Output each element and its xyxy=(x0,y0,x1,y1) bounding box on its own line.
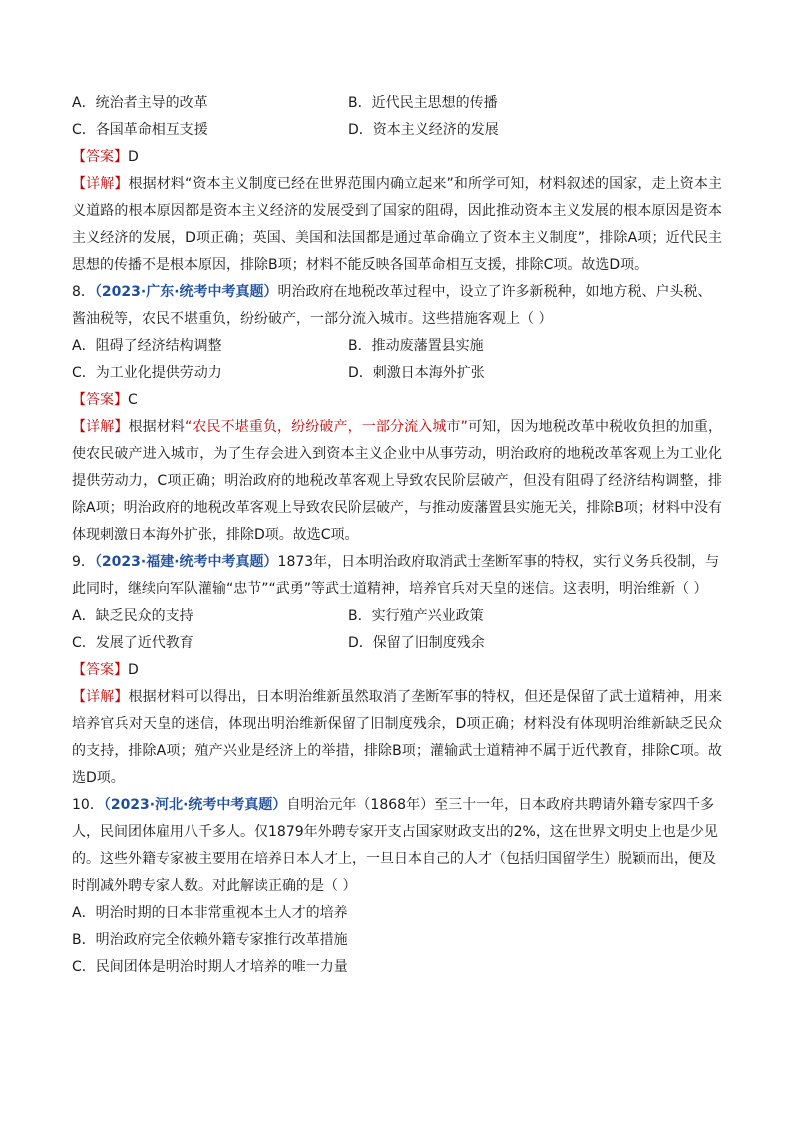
question-text: 自明治元年（1868年）至三十一年，日本政府共聘请外籍专家四千多人，民间团体雇用八千多人。仅1879年外聘专家开支占国家财政支出的2%，这在世界文明史上也是少见的。这些外籍专家被主要用在培养日本人才上，一旦日本自己的人才（包括归国留学生）脱颖而出，便及时削减外聘专家人数。对此解读正确的是（ ） xyxy=(72,797,718,894)
document-page xyxy=(72,90,722,981)
detail-text-post: 可知，因为地税改革中税收负担的加重，使农民破产进入城市，为了生存会进入到资本主义企业中从事劳动，明治政府的地税改革客观上为工业化提供劳动力，C项正确；明治政府的地税改革客观上导致农民阶层破产，但没有阻碍了经济结构调整，排除A项；明治政府的地税改革客观上导致农民阶层破产，与推动废藩置县实施无关，排除B项；材料中没有体现刺激日本海外扩张，排除D项。故选C项。 xyxy=(72,419,723,543)
q8-option-d[interactable]: D．刺激日本海外扩张 xyxy=(348,365,485,381)
q8-option-b[interactable]: B．推动废藩置县实施 xyxy=(348,338,484,354)
q7-option-c[interactable]: C．各国革命相互支援 xyxy=(72,122,208,138)
q9-option-b[interactable]: B．实行殖产兴业政策 xyxy=(348,608,484,624)
q9-stem xyxy=(72,549,722,603)
q9-option-c[interactable]: C．发展了近代教育 xyxy=(72,635,194,651)
q10-option-a[interactable]: A．明治时期的日本非常重视本土人才的培养 xyxy=(72,905,348,921)
q9-answer xyxy=(72,657,722,684)
answer-value: C xyxy=(128,392,138,408)
detail-tag: 【详解】 xyxy=(72,419,129,435)
q8-stem xyxy=(72,279,722,333)
q8-detail xyxy=(72,414,722,549)
detail-text: 根据材料可以得出，日本明治维新虽然取消了垄断军事的特权，但还是保留了武士道精神，用来培养官兵对天皇的迷信，体现出明治维新保留了旧制度残余，D项正确；材料没有体现明治维新缺乏民众的支持，排除A项；殖产兴业是经济上的举措，排除B项；灌输武士道精神不属于近代教育，排除C项。故选D项。 xyxy=(72,689,723,786)
detail-quote: “农民不堪重负，纷纷破产，一部分流入城市” xyxy=(184,419,468,435)
question-number: 9． xyxy=(72,554,95,570)
detail-text-pre: 根据材料 xyxy=(128,419,185,435)
q8-option-row-2 xyxy=(72,360,722,387)
q9-detail xyxy=(72,684,722,792)
q7-option-row-2 xyxy=(72,117,722,144)
question-source: （2023·广东·统考中考真题） xyxy=(94,284,278,300)
q9-option-row-2 xyxy=(72,630,722,657)
answer-tag: 【答案】 xyxy=(72,662,128,678)
q9-option-row-1 xyxy=(72,603,722,630)
question-source: （2023·福建·统考中考真题） xyxy=(94,554,278,570)
q8-option-row-1 xyxy=(72,333,722,360)
answer-tag: 【答案】 xyxy=(72,392,128,408)
q10-option-c[interactable]: C．民间团体是明治时期人才培养的唯一力量 xyxy=(72,959,348,975)
q9-option-a[interactable]: A．缺乏民众的支持 xyxy=(72,608,194,624)
answer-value: D xyxy=(128,662,139,678)
q7-option-row-1 xyxy=(72,90,722,117)
q9-option-d[interactable]: D．保留了旧制度残余 xyxy=(348,635,485,651)
q8-option-c[interactable]: C．为工业化提供劳动力 xyxy=(72,365,222,381)
question-text: 1873年，日本明治政府取消武士垄断军事的特权，实行义务兵役制，与此同时，继续向军队灌输“忠节”“武勇”等武士道精神，培养官兵对天皇的迷信。这表明，明治维新（ ） xyxy=(72,554,720,597)
q7-detail xyxy=(72,171,722,279)
q7-option-d[interactable]: D．资本主义经济的发展 xyxy=(348,122,499,138)
q10-option-b[interactable]: B．明治政府完全依赖外籍专家推行改革措施 xyxy=(72,932,348,948)
answer-tag: 【答案】 xyxy=(72,149,128,165)
detail-tag: 【详解】 xyxy=(72,689,129,705)
answer-value: D xyxy=(128,149,139,165)
question-number: 10． xyxy=(72,797,104,813)
detail-tag: 【详解】 xyxy=(72,176,129,192)
q7-option-a[interactable]: A．统治者主导的改革 xyxy=(72,95,208,111)
detail-text: 根据材料“资本主义制度已经在世界范围内确立起来”和所学可知，材料叙述的国家，走上资本主义道路的根本原因都是资本主义经济的发展受到了国家的阻碍，因此推动资本主义发展的根本原因是资本主义经济的发展，D项正确；英国、美国和法国都是通过革命确立了资本主义制度”，排除A项；近代民主思想的传播不是根本原因，排除B项；材料不能反映各国革命相互支援，排除C项。故选D项。 xyxy=(72,176,722,273)
q8-option-a[interactable]: A．阻碍了经济结构调整 xyxy=(72,338,222,354)
q7-answer xyxy=(72,144,722,171)
question-number: 8． xyxy=(72,284,95,300)
q7-option-b[interactable]: B．近代民主思想的传播 xyxy=(348,95,498,111)
q8-answer xyxy=(72,387,722,414)
q10-stem xyxy=(72,792,722,900)
question-source: （2023·河北·统考中考真题） xyxy=(103,797,287,813)
question-text: 明治政府在地税改革过程中，设立了许多新税种，如地方税、户头税、酱油税等，农民不堪重负，纷纷破产，一部分流入城市。这些措施客观上（ ） xyxy=(72,284,712,327)
